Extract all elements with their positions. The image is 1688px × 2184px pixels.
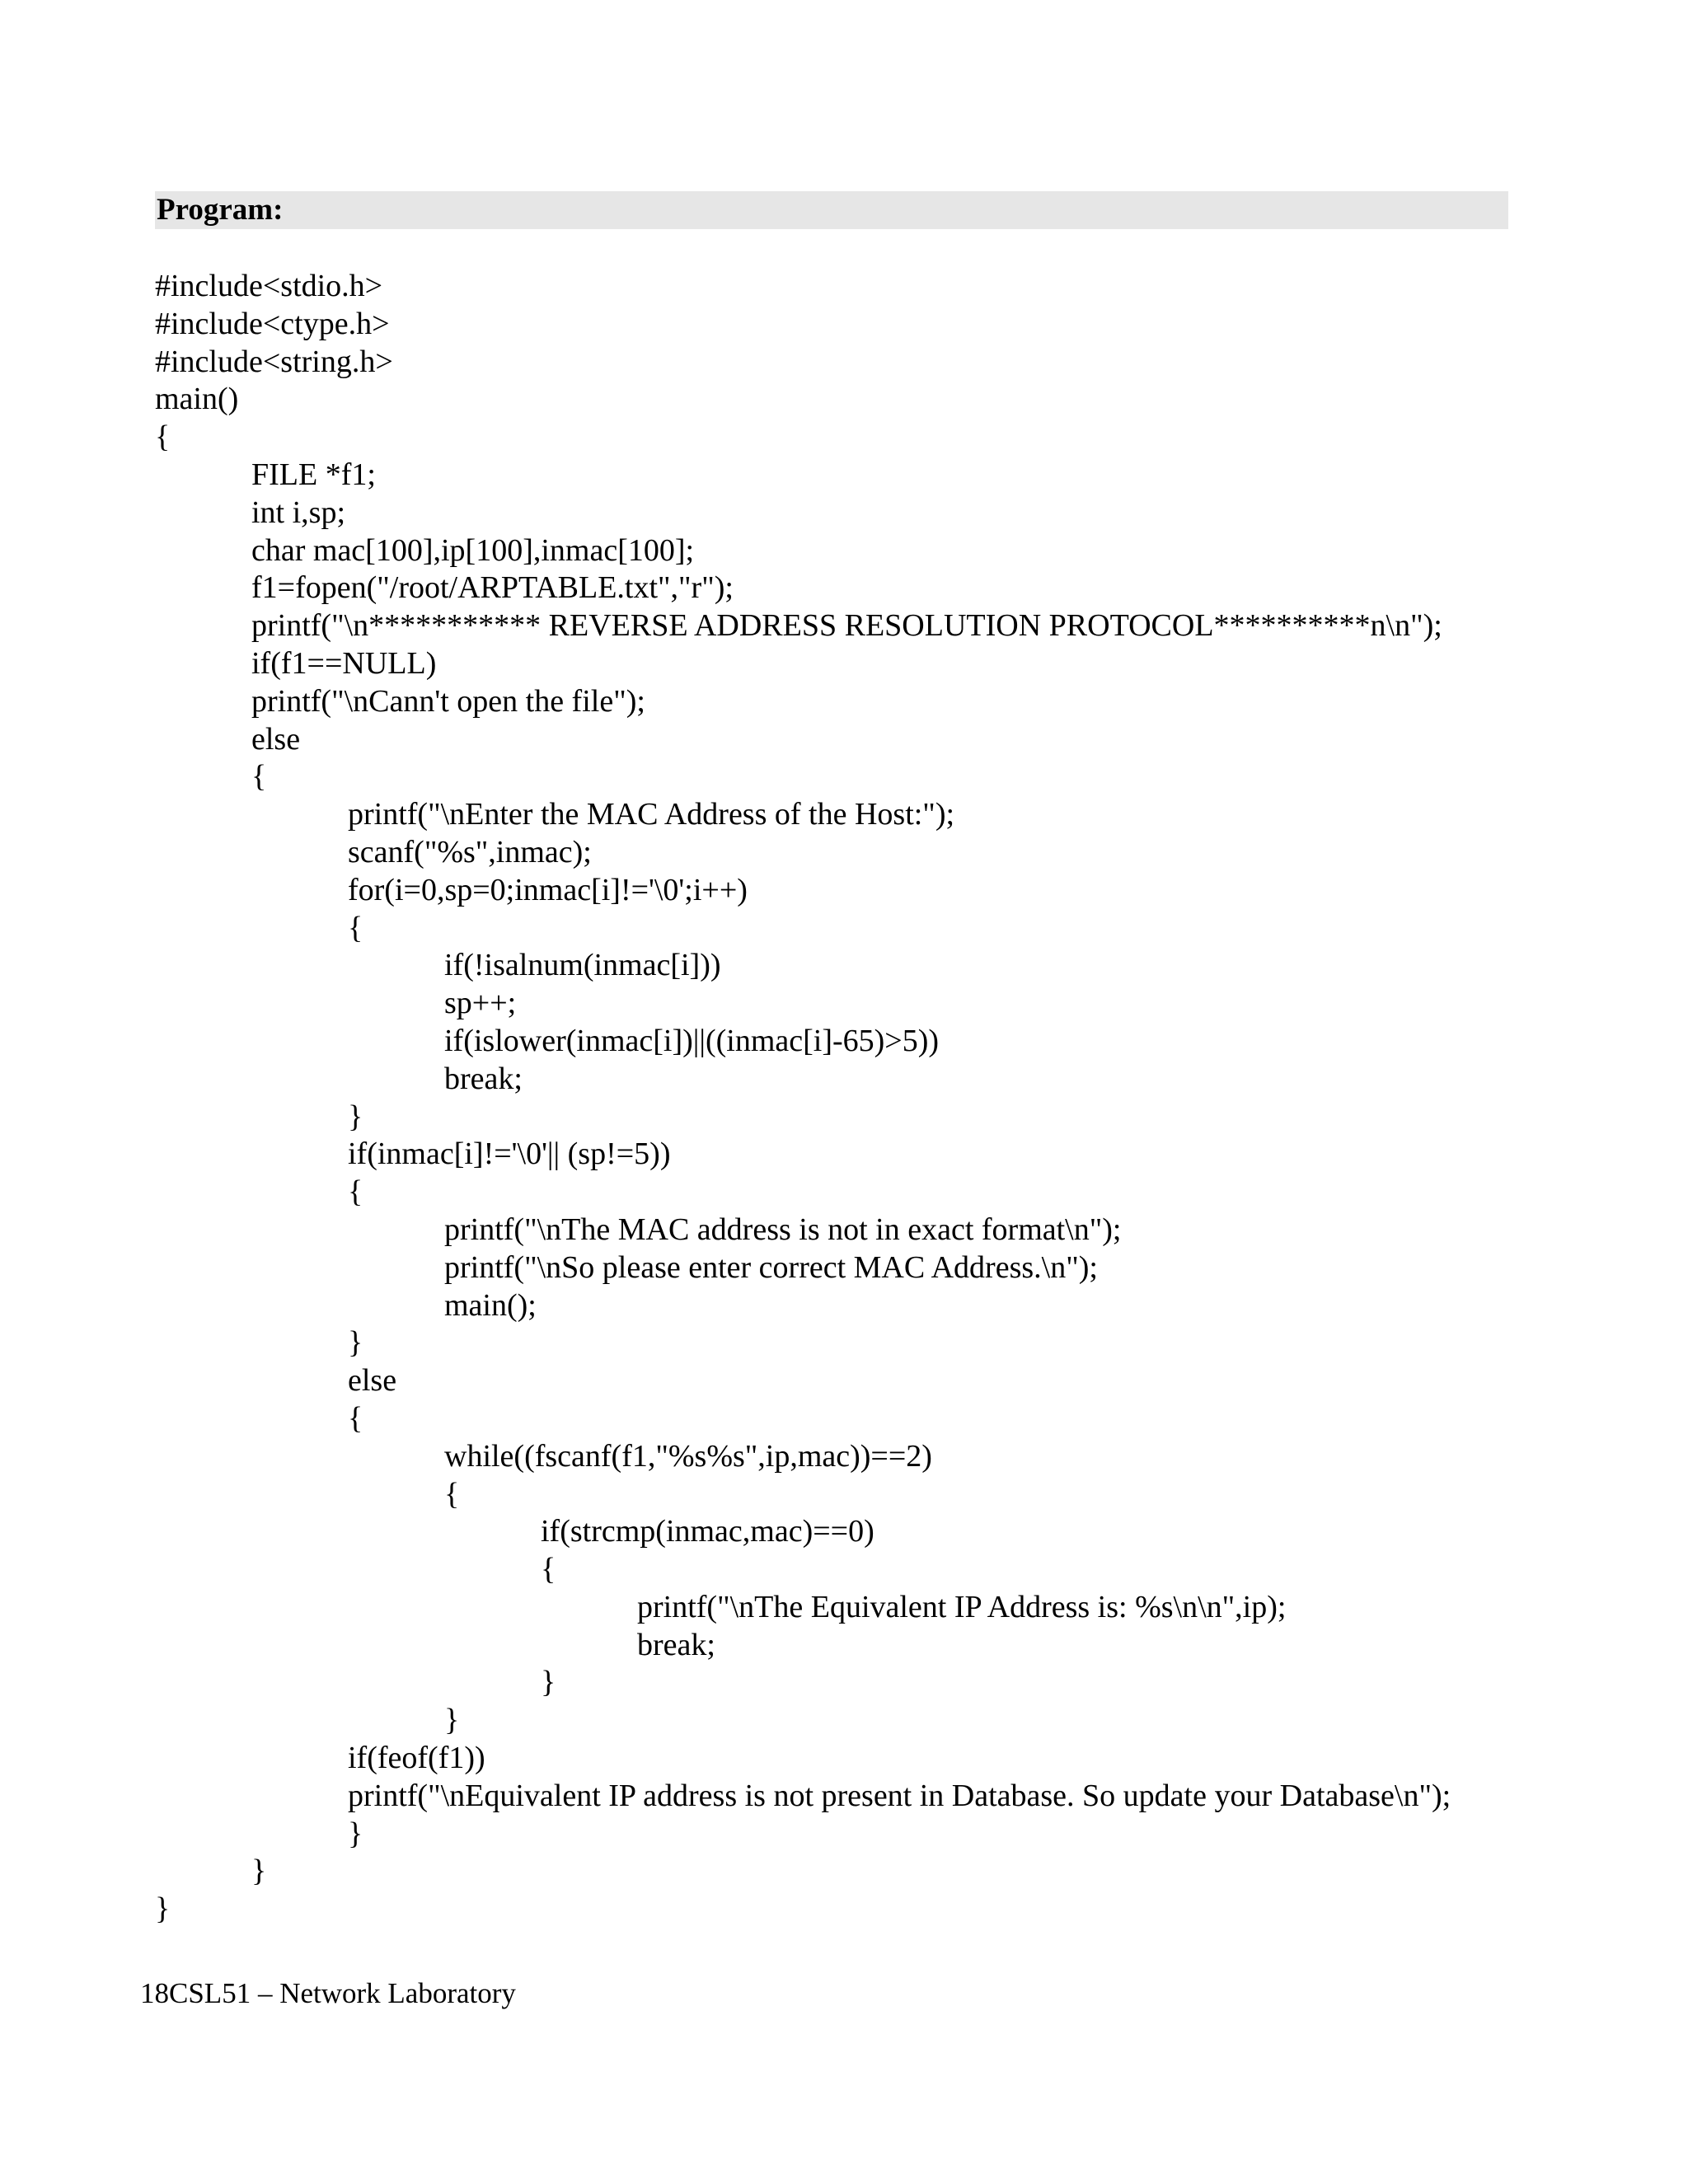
code-line: if(inmac[i]!='\0'|| (sp!=5)) <box>348 1137 671 1172</box>
code-line: break; <box>444 1061 523 1096</box>
code-line: { <box>348 910 363 945</box>
code-line: { <box>541 1552 556 1587</box>
code-line: { <box>348 1174 363 1210</box>
code-line: #include<stdio.h> <box>155 269 383 303</box>
heading-shading <box>155 191 1508 229</box>
code-line: #include<ctype.h> <box>155 306 390 341</box>
code-line: if(islower(inmac[i])||((inmac[i]-65)>5)) <box>444 1023 940 1058</box>
code-line: scanf("%s",inmac); <box>348 834 592 869</box>
code-line: char mac[100],ip[100],inmac[100]; <box>251 532 695 568</box>
code-line: } <box>348 1325 363 1361</box>
code-line: if(feof(f1)) <box>348 1741 485 1776</box>
code-line: } <box>348 1816 363 1851</box>
code-line: break; <box>637 1627 715 1662</box>
code-line: printf("\nEquivalent IP address is not present in Database. So update your Database\n"); <box>348 1778 1451 1813</box>
code-line: printf("\nSo please enter correct MAC Address.\n"); <box>444 1249 1098 1285</box>
code-line: { <box>155 419 171 455</box>
code-line: printf("\n*********** REVERSE ADDRESS RESOLUTION PROTOCOL**********n\n"); <box>251 608 1442 644</box>
code-line: FILE *f1; <box>251 457 376 492</box>
code-line: else <box>348 1363 397 1399</box>
code-line: printf("\nEnter the MAC Address of the Host:"); <box>348 797 955 832</box>
program-code <box>155 268 1523 1929</box>
code-line: { <box>251 759 267 794</box>
code-line: printf("\nThe Equivalent IP Address is: %s\n\n",ip); <box>637 1589 1287 1624</box>
code-line: { <box>444 1476 460 1511</box>
page-footer: 18CSL51 – Network Laboratory <box>140 1977 516 2009</box>
code-line: else <box>251 721 301 757</box>
code-line: sp++; <box>444 986 517 1021</box>
code-line: main() <box>155 382 239 417</box>
code-line: } <box>541 1665 556 1700</box>
code-line: if(strcmp(inmac,mac)==0) <box>541 1514 874 1549</box>
code-line: if(!isalnum(inmac[i])) <box>444 948 721 983</box>
code-line: } <box>155 1891 171 1927</box>
code-line: printf("\nCann't open the file"); <box>251 683 645 719</box>
code-line: } <box>251 1854 267 1889</box>
code-line: { <box>348 1400 363 1436</box>
code-line: for(i=0,sp=0;inmac[i]!='\0';i++) <box>348 872 748 907</box>
code-line: printf("\nThe MAC address is not in exact format\n"); <box>444 1212 1122 1247</box>
code-line: int i,sp; <box>251 494 346 530</box>
code-line: main(); <box>444 1287 537 1323</box>
code-line: } <box>444 1703 460 1738</box>
code-line: while((fscanf(f1,"%s%s",ip,mac))==2) <box>444 1438 932 1474</box>
code-line: f1=fopen("/root/ARPTABLE.txt","r"); <box>251 570 734 606</box>
section-heading: Program: <box>157 193 284 227</box>
code-line: #include<string.h> <box>155 344 393 379</box>
code-line: } <box>348 1099 363 1134</box>
code-line: if(f1==NULL) <box>251 645 437 681</box>
